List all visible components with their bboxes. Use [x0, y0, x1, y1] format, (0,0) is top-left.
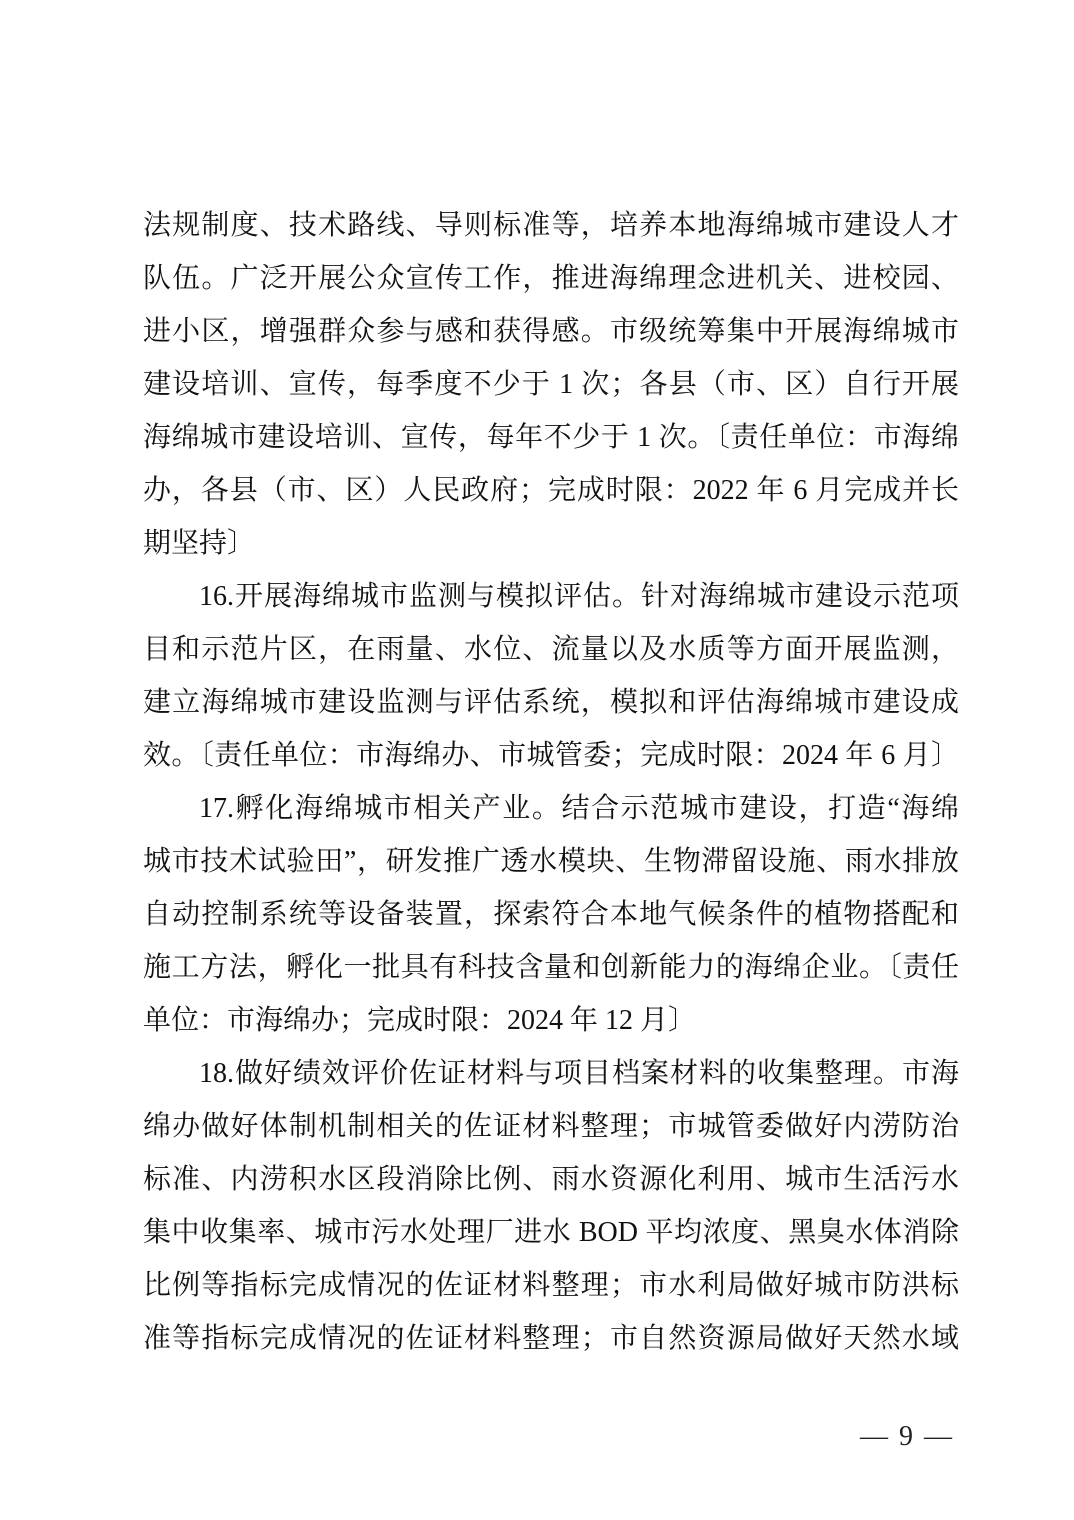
- text-line: 建立海绵城市建设监测与评估系统，模拟和评估海绵城市建设成: [143, 687, 959, 718]
- text-line: 施工方法，孵化一批具有科技含量和创新能力的海绵企业。〔责任: [143, 952, 959, 983]
- text-line: 绵办做好体制机制相关的佐证材料整理；市城管委做好内涝防治: [143, 1111, 959, 1142]
- paragraph-item-15-continuation: [143, 199, 959, 570]
- text-line: 城市技术试验田”，研发推广透水模块、生物滞留设施、雨水排放: [143, 846, 959, 877]
- text-line: 效。〔责任单位：市海绵办、市城管委；完成时限：2024 年 6 月〕: [143, 740, 959, 771]
- text-line: 自动控制系统等设备装置，探索符合本地气候条件的植物搭配和: [143, 899, 959, 930]
- text-line: 比例等指标完成情况的佐证材料整理；市水利局做好城市防洪标: [143, 1270, 959, 1301]
- text-line: 队伍。广泛开展公众宣传工作，推进海绵理念进机关、进校园、: [143, 263, 959, 294]
- text-line: 进小区，增强群众参与感和获得感。市级统筹集中开展海绵城市: [143, 316, 959, 347]
- text-line: 期坚持〕: [143, 528, 256, 559]
- document-body: [143, 199, 959, 1365]
- paragraph-item-17: [143, 782, 959, 1047]
- text-line: 准等指标完成情况的佐证材料整理；市自然资源局做好天然水域: [143, 1323, 959, 1354]
- text-line: 标准、内涝积水区段消除比例、雨水资源化利用、城市生活污水: [143, 1164, 959, 1195]
- text-line: 16.开展海绵城市监测与模拟评估。针对海绵城市建设示范项: [199, 581, 959, 612]
- text-line: 18.做好绩效评价佐证材料与项目档案材料的收集整理。市海: [199, 1058, 959, 1089]
- text-line: 法规制度、技术路线、导则标准等，培养本地海绵城市建设人才: [143, 210, 959, 241]
- text-line: 海绵城市建设培训、宣传，每年不少于 1 次。〔责任单位：市海绵: [143, 422, 959, 453]
- paragraph-item-18: [143, 1047, 959, 1365]
- text-line: 17.孵化海绵城市相关产业。结合示范城市建设，打造“海绵: [199, 793, 959, 824]
- text-line: 目和示范片区，在雨量、水位、流量以及水质等方面开展监测，: [143, 634, 959, 665]
- text-line: 集中收集率、城市污水处理厂进水 BOD 平均浓度、黑臭水体消除: [143, 1217, 959, 1248]
- paragraph-item-16: [143, 570, 959, 782]
- text-line: 单位：市海绵办；完成时限：2024 年 12 月〕: [143, 1005, 697, 1036]
- text-line: 建设培训、宣传，每季度不少于 1 次；各县（市、区）自行开展: [143, 369, 959, 400]
- text-line: 办，各县（市、区）人民政府；完成时限：2022 年 6 月完成并长: [143, 475, 959, 506]
- page-number: — 9 —: [860, 1421, 954, 1452]
